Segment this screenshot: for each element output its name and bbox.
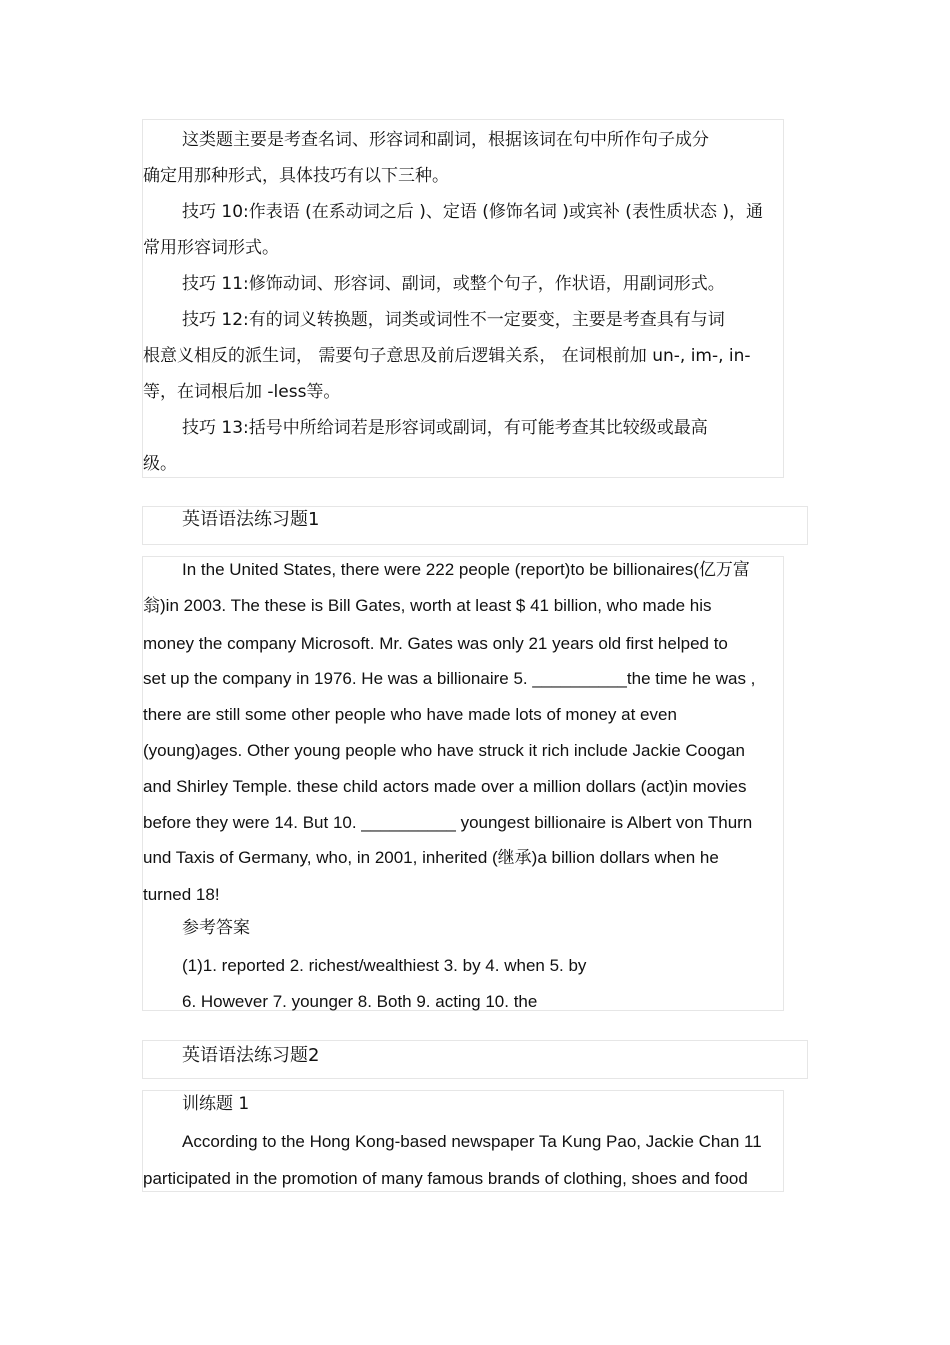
intro-line: 根意义相反的派生词， 需要句子意思及前后逻辑关系， 在词根前加 un-, im-, in- bbox=[143, 346, 751, 366]
section2-subtitle: 训练题 1 bbox=[182, 1094, 250, 1114]
intro-line: 技巧 11:修饰动词、形容词、副词，或整个句子，作状语，用副词形式。 bbox=[182, 274, 725, 294]
passage-line: turned 18! bbox=[143, 885, 220, 904]
intro-line: 这类题主要是考查名词、形容词和副词，根据该词在句中所作句子成分 bbox=[182, 130, 709, 150]
answer-line: 6. However 7. younger 8. Both 9. acting 10. the bbox=[182, 992, 538, 1011]
passage-line: before they were 14. But 10. __________ youngest billionaire is Albert von Thurn bbox=[143, 813, 753, 832]
answer-line: (1)1. reported 2. richest/wealthiest 3. by 4. when 5. by bbox=[182, 956, 587, 975]
intro-line: 技巧 13:括号中所给词若是形容词或副词，有可能考查其比较级或最高 bbox=[182, 418, 708, 438]
passage-line: (young)ages. Other young people who have struck it rich include Jackie Coogan bbox=[143, 741, 745, 760]
passage-line: there are still some other people who have made lots of money at even bbox=[143, 705, 677, 724]
passage-line: According to the Hong Kong-based newspaper Ta Kung Pao, Jackie Chan 11 bbox=[182, 1132, 762, 1151]
intro-line: 技巧 12:有的词义转换题，词类或词性不一定要变，主要是考查具有与词 bbox=[182, 310, 725, 330]
passage-line: participated in the promotion of many famous brands of clothing, shoes and food bbox=[143, 1169, 748, 1188]
section1-title: 英语语法练习题1 bbox=[182, 509, 320, 530]
intro-line: 技巧 10:作表语 (在系动词之后 )、定语 (修饰名词 )或宾补 (表性质状态 )，通 bbox=[182, 202, 763, 222]
section2-title: 英语语法练习题2 bbox=[182, 1045, 320, 1066]
passage-line: and Shirley Temple. these child actors made over a million dollars (act)in movies bbox=[143, 777, 747, 796]
passage-line: 翁)in 2003. The these is Bill Gates, worth at least $ 41 billion, who made his bbox=[143, 596, 712, 615]
passage-line: money the company Microsoft. Mr. Gates was only 21 years old first helped to bbox=[143, 634, 728, 653]
answer-title: 参考答案 bbox=[182, 918, 250, 938]
intro-line: 确定用那种形式，具体技巧有以下三种。 bbox=[143, 166, 449, 186]
passage-line: set up the company in 1976. He was a billionaire 5. __________the time he was , bbox=[143, 669, 756, 688]
intro-line: 等，在词根后加 -less等。 bbox=[143, 382, 341, 402]
intro-line: 级。 bbox=[143, 454, 177, 474]
passage-line: In the United States, there were 222 people (report)to be billionaires(亿万富 bbox=[182, 560, 750, 579]
intro-line: 常用形容词形式。 bbox=[143, 238, 279, 258]
passage-line: und Taxis of Germany, who, in 2001, inherited (继承)a billion dollars when he bbox=[143, 848, 719, 867]
